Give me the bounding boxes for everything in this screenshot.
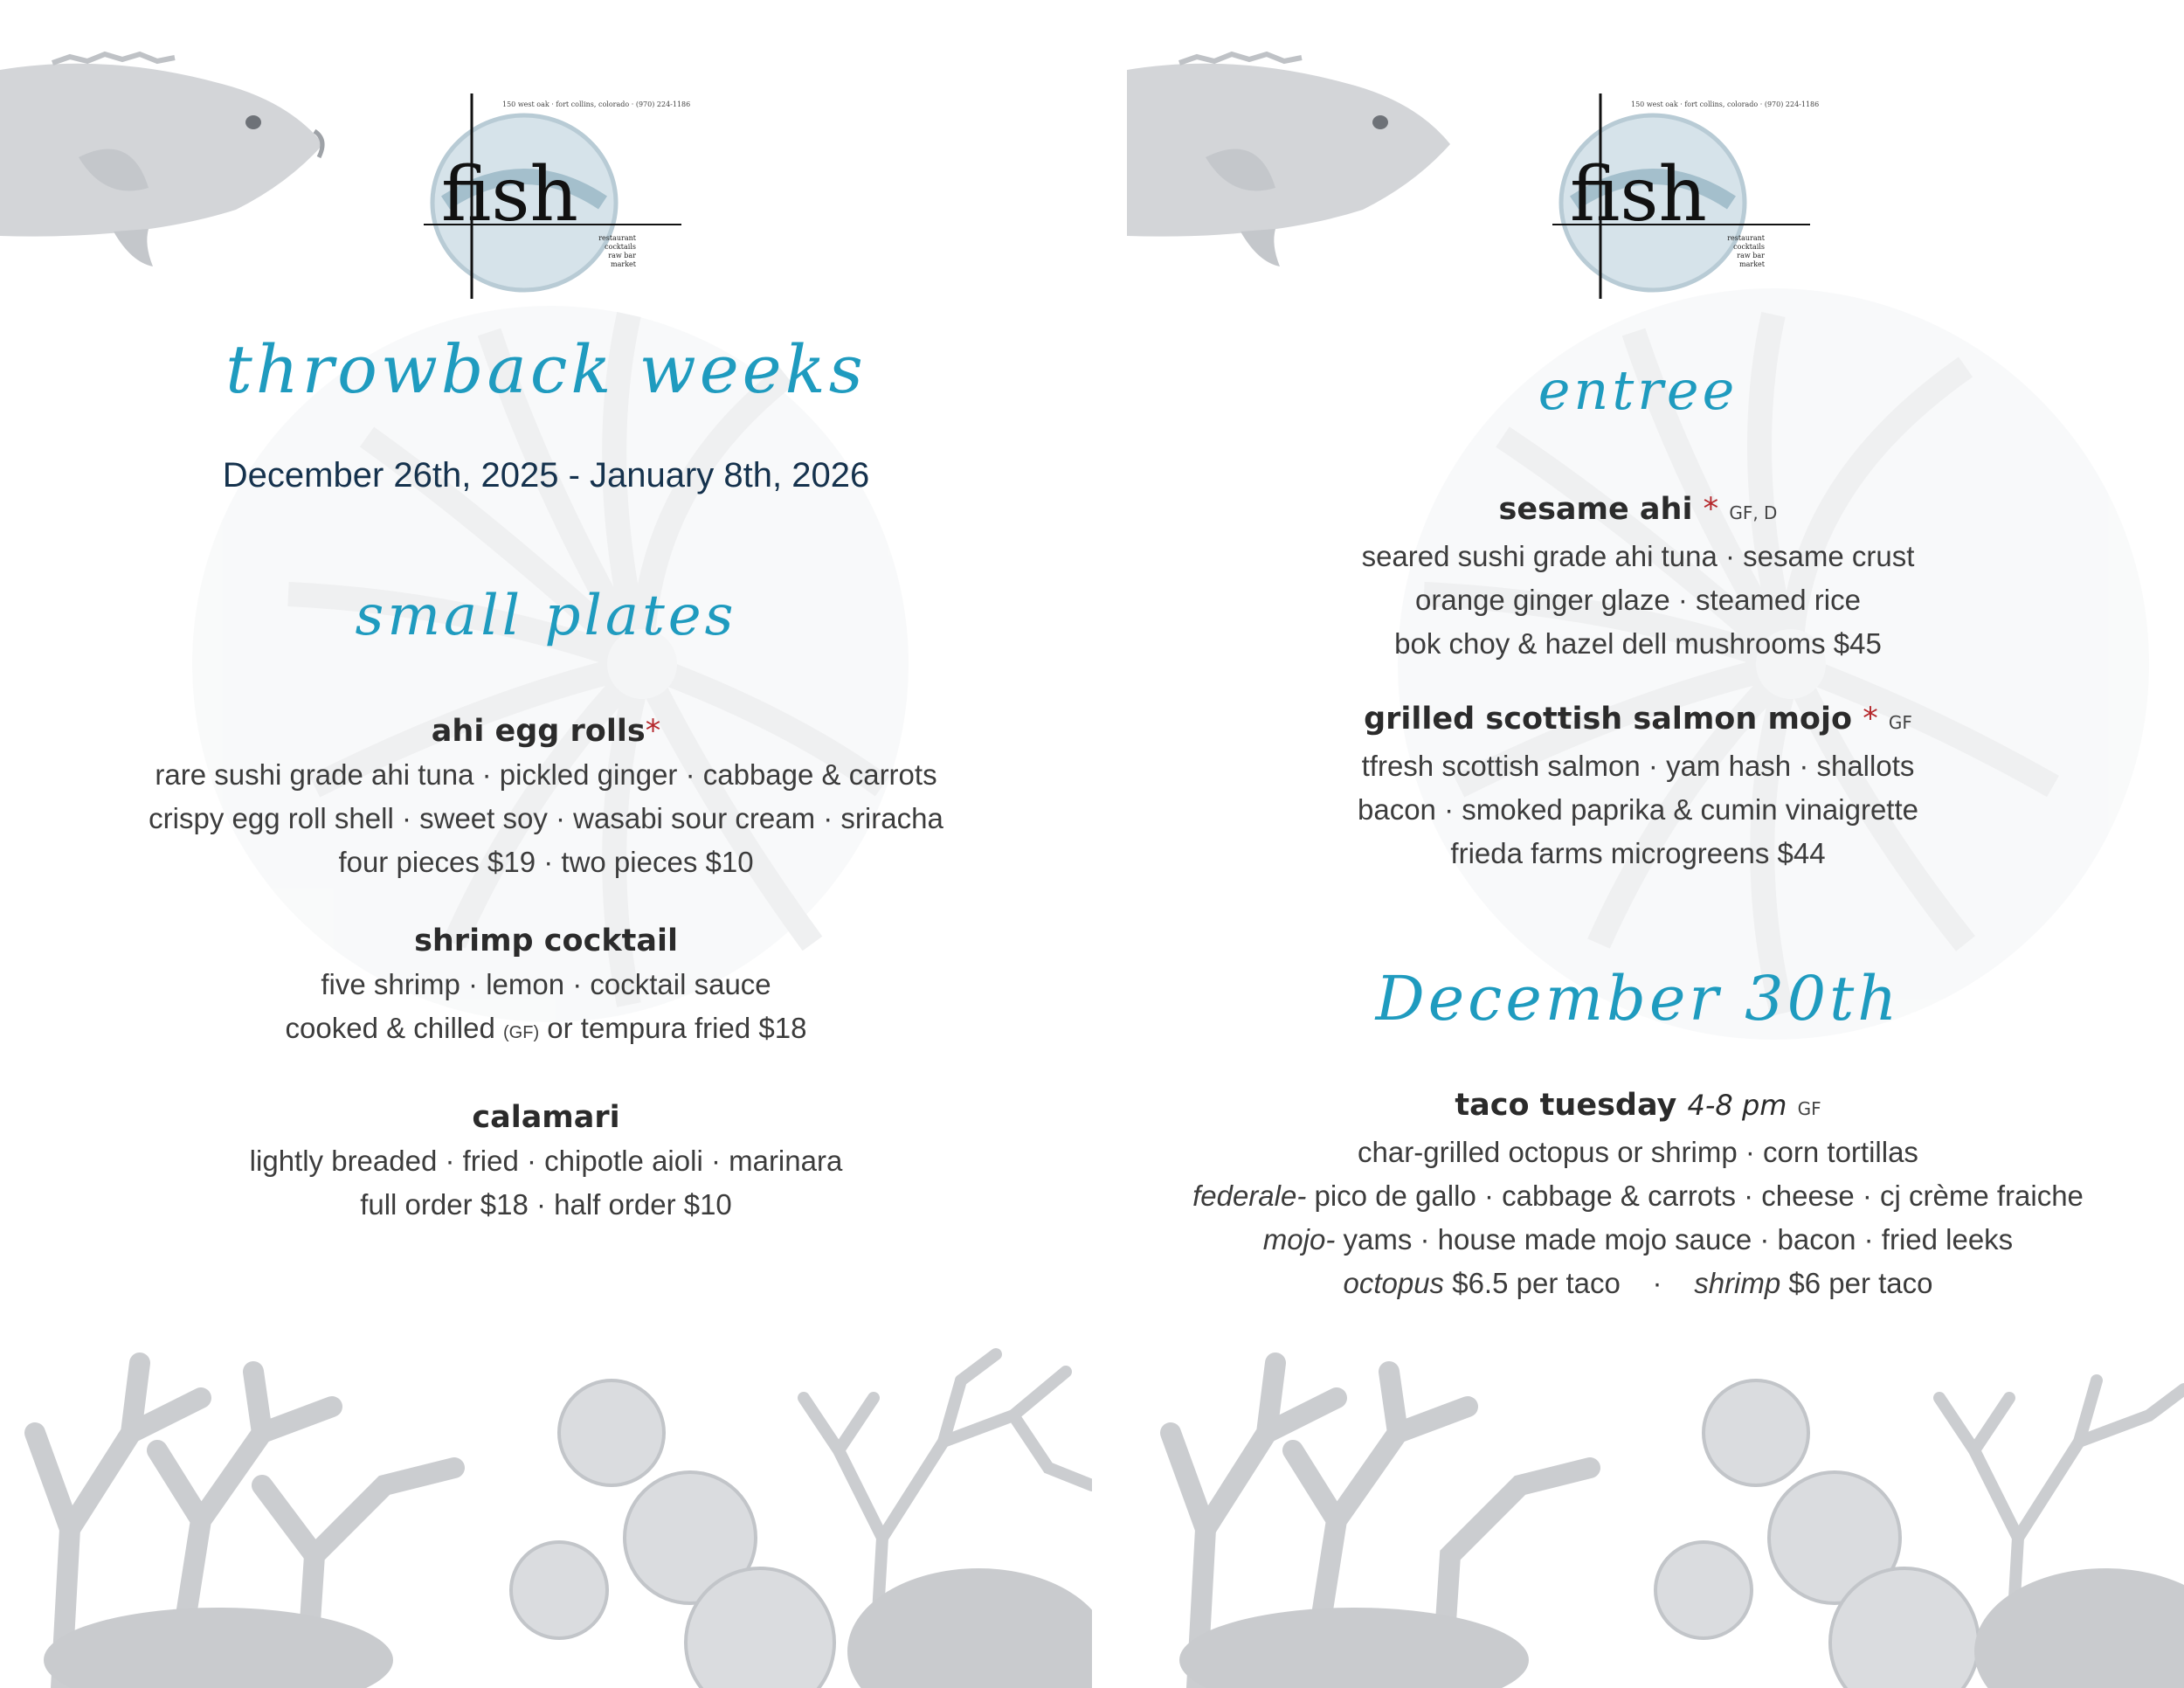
special-date-title: December 30th: [1375, 963, 1901, 1034]
item-price: frieda farms microgreens $44: [1450, 837, 1826, 869]
logo-wordmark: fish: [441, 151, 578, 239]
nautilus-shell-illustration: [192, 306, 909, 1022]
menu-page-right: [1092, 0, 2184, 1688]
menu-item-calamari: [0, 1096, 1092, 1227]
logo-tagline-4: market: [611, 260, 636, 268]
logo-tagline-3: raw bar: [1737, 252, 1765, 259]
item-price: full order $18 · half order $10: [360, 1188, 732, 1221]
page-title: throwback weeks: [225, 330, 867, 408]
logo-wordmark: fish: [1570, 151, 1707, 239]
item-description: lightly breaded · fried · chipotle aioli · marinara: [249, 1145, 843, 1177]
item-price: $6 per taco: [1780, 1267, 1933, 1299]
raw-warning-star: *: [1863, 702, 1878, 737]
item-description: char-grilled octopus or shrimp · corn tortillas: [1358, 1136, 1918, 1168]
menu-item-salmon-mojo: [1092, 697, 2184, 875]
menu-item-ahi-egg-rolls: [0, 709, 1092, 884]
item-description: bacon · smoked paprika & cumin vinaigrette: [1358, 793, 1918, 826]
dietary-tag: GF, D: [1729, 502, 1778, 523]
raw-warning-star: *: [645, 714, 661, 749]
logo-address: 150 west oak · fort collins, colorado · (970) 224-1186: [502, 100, 691, 108]
item-name: taco tuesday: [1455, 1088, 1677, 1123]
item-name: sesame ahi: [1498, 492, 1693, 527]
taco-style-label: federale-: [1192, 1180, 1307, 1212]
section-title-small-plates: small plates: [355, 584, 737, 648]
item-description: seared sushi grade ahi tuna · sesame crust: [1361, 540, 1915, 572]
menu-item-shrimp-cocktail: [0, 919, 1092, 1055]
item-description: tfresh scottish salmon · yam hash · shallots: [1361, 750, 1915, 782]
fish-logo: [1539, 80, 1828, 308]
logo-tagline-2: cocktails: [605, 243, 636, 251]
item-description: crispy egg roll shell · sweet soy · wasabi sour cream · sriracha: [149, 802, 943, 834]
gluten-free-tag: (GF): [503, 1023, 540, 1042]
price-label-shrimp: shrimp: [1694, 1267, 1781, 1299]
item-price-pre: cooked & chilled: [285, 1012, 504, 1044]
dietary-tag: GF: [1888, 712, 1912, 733]
dietary-tag: GF: [1797, 1098, 1821, 1119]
item-price: bok choy & hazel dell mushrooms $45: [1394, 627, 1882, 660]
grouper-fish-illustration: [0, 54, 323, 266]
menu-item-taco-tuesday: [1092, 1083, 2184, 1305]
menu-item-sesame-ahi: [1092, 488, 2184, 666]
taco-style-label: mojo-: [1262, 1223, 1336, 1256]
service-time: 4-8 pm: [1687, 1089, 1787, 1122]
item-description: orange ginger glaze · steamed rice: [1415, 584, 1861, 616]
sand-dollar-illustration: [511, 1380, 834, 1688]
logo-tagline-1: restaurant: [598, 234, 636, 242]
date-range: December 26th, 2025 - January 8th, 2026: [222, 456, 870, 495]
price-label-octopus: octopus: [1343, 1267, 1445, 1299]
item-price: four pieces $19 · two pieces $10: [338, 846, 754, 878]
item-name: ahi egg rolls: [431, 714, 646, 749]
logo-tagline-2: cocktails: [1733, 243, 1765, 251]
logo-tagline-4: market: [1739, 260, 1765, 268]
grouper-fish-illustration: [1127, 54, 1450, 266]
item-name: grilled scottish salmon mojo: [1364, 702, 1853, 737]
section-title-entree: entree: [1538, 358, 1738, 422]
item-description: pico de gallo · cabbage & carrots · cheese · cj crème fraiche: [1306, 1180, 2084, 1212]
logo-tagline-1: restaurant: [1727, 234, 1765, 242]
raw-warning-star: *: [1703, 492, 1719, 527]
logo-address: 150 west oak · fort collins, colorado · (970) 224-1186: [1631, 100, 1820, 108]
item-description: five shrimp · lemon · cocktail sauce: [321, 968, 771, 1000]
item-name: calamari: [472, 1100, 620, 1135]
item-price: $6.5 per taco ·: [1444, 1267, 1695, 1299]
item-description: rare sushi grade ahi tuna · pickled ginger · cabbage & carrots: [155, 758, 937, 791]
item-name: shrimp cocktail: [414, 924, 678, 958]
fish-logo: [411, 80, 699, 308]
item-price: or tempura fried $18: [539, 1012, 807, 1044]
sand-dollar-illustration: [1655, 1380, 1979, 1688]
logo-tagline-3: raw bar: [608, 252, 636, 259]
item-description: yams · house made mojo sauce · bacon · fried leeks: [1335, 1223, 2014, 1256]
